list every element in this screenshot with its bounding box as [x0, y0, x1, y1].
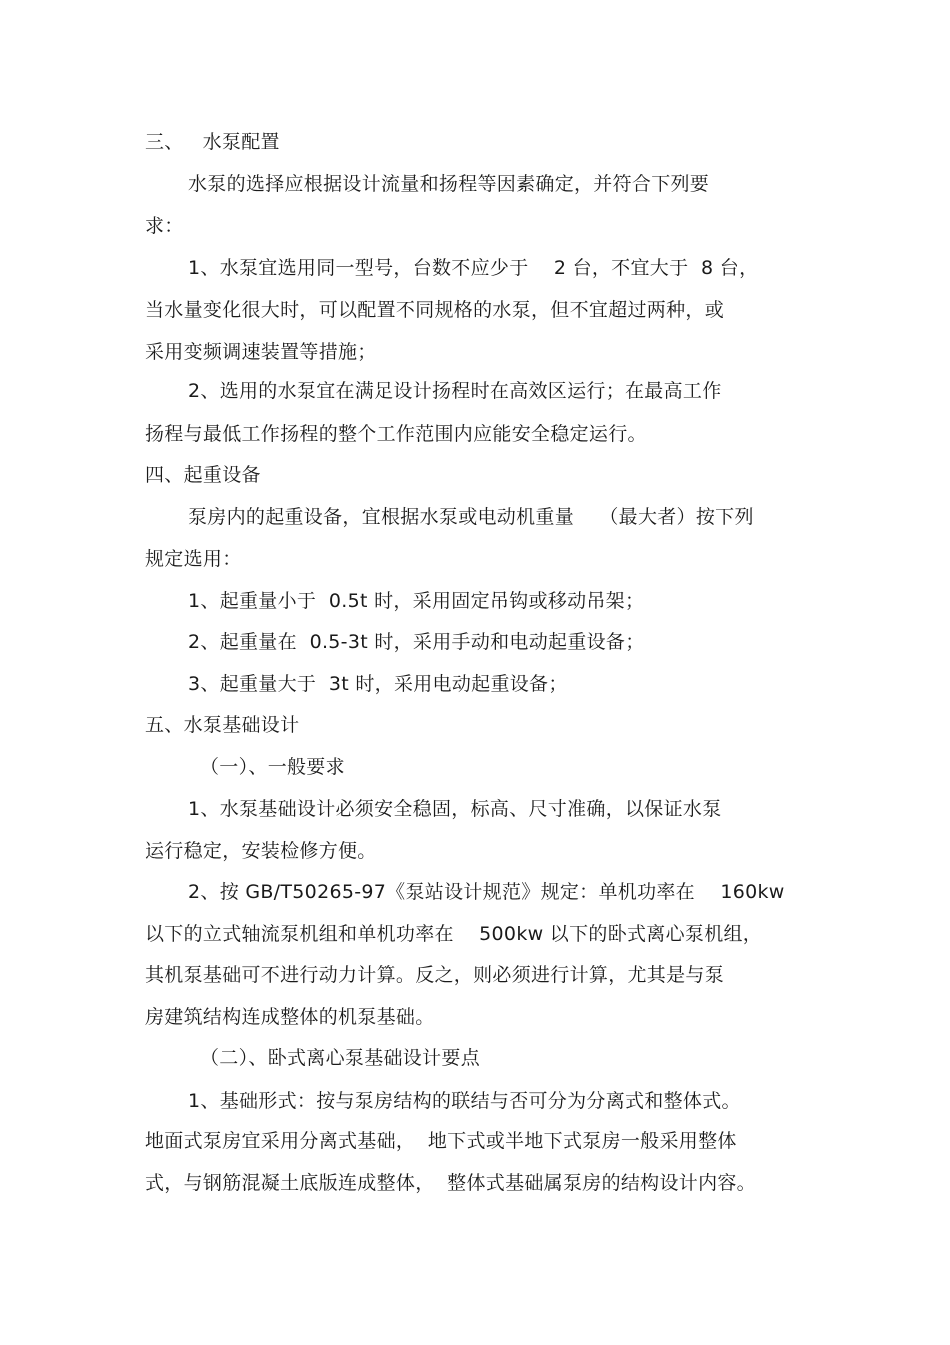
paragraph-line: 运行稳定，安装检修方便。: [145, 840, 377, 862]
list-item-line: 2、按 GB/T50265-97《泵站设计规范》规定：单机功率在 160kw: [188, 881, 785, 903]
list-item-line: 3、起重量大于 3t 时，采用电动起重设备；: [188, 673, 568, 695]
paragraph-line: 泵房内的起重设备，宜根据水泵或电动机重量 （最大者）按下列: [188, 506, 754, 528]
paragraph-line: 当水量变化很大时，可以配置不同规格的水泵，但不宜超过两种，或: [145, 299, 725, 321]
paragraph-line: 式，与钢筋混凝土底版连成整体， 整体式基础属泵房的结构设计内容。: [145, 1172, 756, 1194]
subsection-heading: （二）、卧式离心泵基础设计要点: [200, 1047, 481, 1069]
paragraph-line: 水泵的选择应根据设计流量和扬程等因素确定，并符合下列要: [188, 173, 710, 195]
list-item-line: 1、基础形式：按与泵房结构的联结与否可分为分离式和整体式。: [188, 1090, 741, 1112]
paragraph-line: 求：: [145, 215, 184, 237]
list-item-line: 1、起重量小于 0.5t 时，采用固定吊钩或移动吊架；: [188, 590, 645, 612]
list-item-line: 1、水泵宜选用同一型号，台数不应少于 2 台，不宜大于 8 台，: [188, 257, 759, 279]
list-item-line: 1、水泵基础设计必须安全稳固，标高、尺寸准确，以保证水泵: [188, 798, 722, 820]
paragraph-line: 采用变频调速装置等措施；: [145, 341, 377, 363]
section-heading-4: 四、起重设备: [145, 464, 261, 486]
paragraph-line: 地面式泵房宜采用分离式基础， 地下式或半地下式泵房一般采用整体: [145, 1130, 737, 1152]
section-heading-5: 五、水泵基础设计: [145, 714, 300, 736]
list-item-line: 2、起重量在 0.5-3t 时，采用手动和电动起重设备；: [188, 631, 645, 653]
paragraph-line: 其机泵基础可不进行动力计算。反之，则必须进行计算，尤其是与泵: [145, 964, 725, 986]
paragraph-line: 以下的立式轴流泵机组和单机功率在 500kw 以下的卧式离心泵机组，: [145, 923, 763, 945]
subsection-heading: （一）、一般要求: [200, 756, 345, 778]
paragraph-line: 房建筑结构连成整体的机泵基础。: [145, 1006, 435, 1028]
list-item-line: 2、选用的水泵宜在满足设计扬程时在高效区运行；在最高工作: [188, 380, 722, 402]
section-heading-3: 三、 水泵配置: [145, 131, 280, 153]
paragraph-line: 规定选用：: [145, 548, 242, 570]
paragraph-line: 扬程与最低工作扬程的整个工作范围内应能安全稳定运行。: [145, 423, 647, 445]
